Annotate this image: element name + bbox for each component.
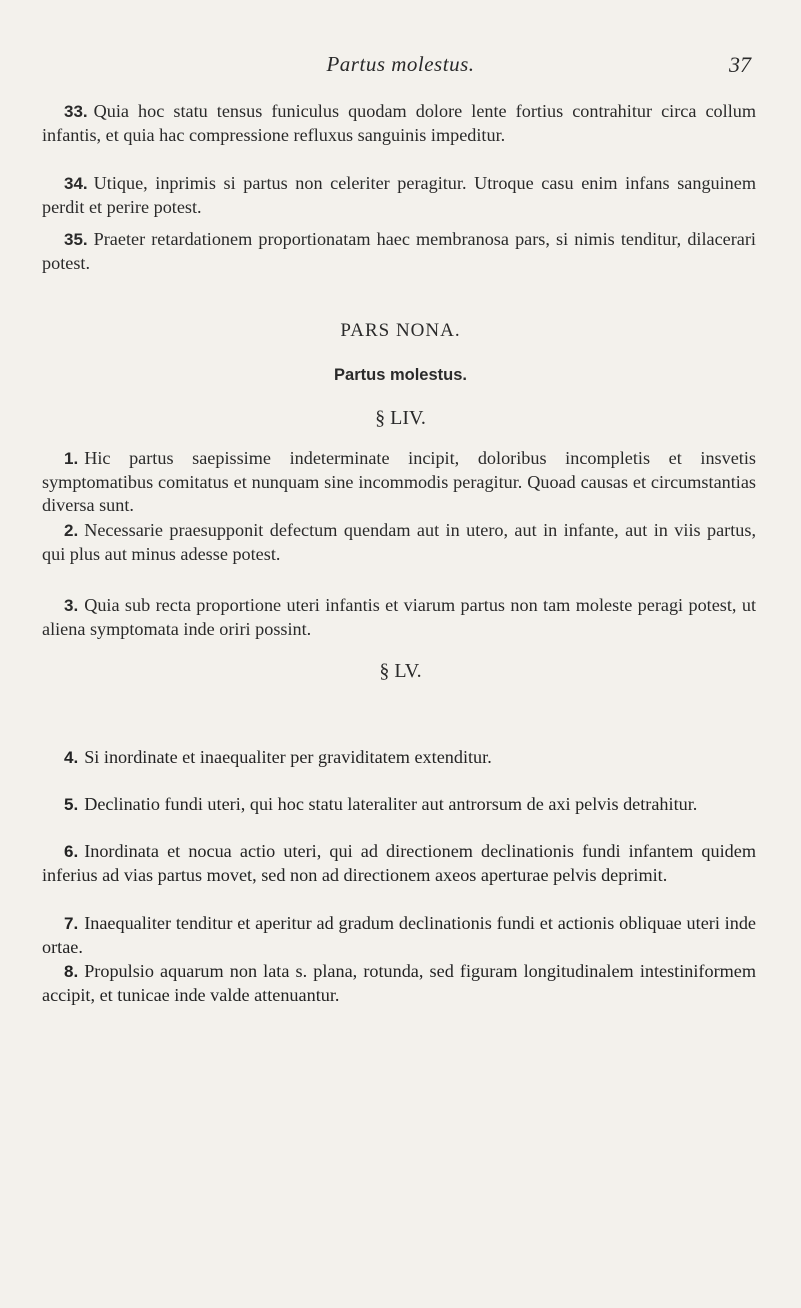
section-heading-54: § LIV.	[375, 407, 426, 429]
paragraph-text: Inaequaliter tenditur et aperitur ad gradum declinationis fundi et actionis obliquae uteri inde ortae.	[42, 913, 756, 957]
running-head	[0, 52, 801, 80]
paragraph-number: 3.	[64, 596, 79, 615]
paragraph-33	[42, 100, 756, 147]
page-number: 37	[729, 52, 751, 77]
running-title: Partus molestus.	[326, 52, 475, 76]
paragraph-text: Hic partus saepissime indeterminate incipit, doloribus incompletis et insvetis symptomatibus comitatus et nunquam sine incommodis peragitur. Quoad causas et circumstantias diversa sunt.	[42, 448, 756, 515]
paragraph-text: Declinatio fundi uteri, qui hoc statu lateraliter aut antrorsum de axi pelvis detrahitur.	[84, 794, 698, 814]
paragraph-number: 35.	[64, 230, 88, 249]
paragraph-number: 4.	[64, 748, 79, 767]
paragraph-text: Necessarie praesupponit defectum quendam aut in utero, aut in infante, aut in viis partus, qui plus aut minus adesse potest.	[42, 520, 756, 564]
chapter-subheading: Partus molestus.	[334, 366, 467, 384]
paragraph-8	[42, 960, 756, 1007]
paragraph-number: 34.	[64, 174, 88, 193]
paragraph-number: 5.	[64, 795, 79, 814]
paragraph-number: 7.	[64, 914, 79, 933]
paragraph-7	[42, 912, 756, 959]
paragraph-number: 8.	[64, 962, 79, 981]
paragraph-3	[42, 594, 756, 641]
paragraph-number: 6.	[64, 842, 79, 861]
paragraph-34	[42, 172, 756, 219]
paragraph-text: Si inordinate et inaequaliter per graviditatem extenditur.	[84, 747, 492, 767]
paragraph-35	[42, 228, 756, 275]
paragraph-4	[42, 746, 756, 770]
section-heading-55: § LV.	[379, 660, 422, 682]
paragraph-text: Quia sub recta proportione uteri infantis et viarum partus non tam moleste peragi potest, ut aliena symptomata inde oriri possint.	[42, 595, 756, 639]
paragraph-text: Quia hoc statu tensus funiculus quodam dolore lente fortius contrahitur circa collum infantis, et quia hac compressione refluxus sanguinis impeditur.	[42, 101, 756, 145]
paragraph-6	[42, 840, 756, 887]
paragraph-number: 1.	[64, 449, 79, 468]
paragraph-text: Praeter retardationem proportionatam haec membranosa pars, si nimis tenditur, dilacerari potest.	[42, 229, 756, 273]
paragraph-number: 33.	[64, 102, 88, 121]
part-heading: PARS NONA.	[340, 320, 461, 341]
paragraph-5	[42, 793, 756, 817]
paragraph-text: Propulsio aquarum non lata s. plana, rotunda, sed figuram longitudinalem intestiniformem accipit, et tunicae inde valde attenuantur.	[42, 961, 756, 1005]
paragraph-2	[42, 519, 756, 566]
paragraph-number: 2.	[64, 521, 79, 540]
paragraph-1	[42, 447, 756, 518]
paragraph-text: Inordinata et nocua actio uteri, qui ad directionem declinationis fundi infantem quidem inferius ad vias partus movet, sed non ad directionem axeos aperturae pelvis deprimit.	[42, 841, 756, 885]
paragraph-text: Utique, inprimis si partus non celeriter peragitur. Utroque casu enim infans sanguinem perdit et perire potest.	[42, 173, 756, 217]
